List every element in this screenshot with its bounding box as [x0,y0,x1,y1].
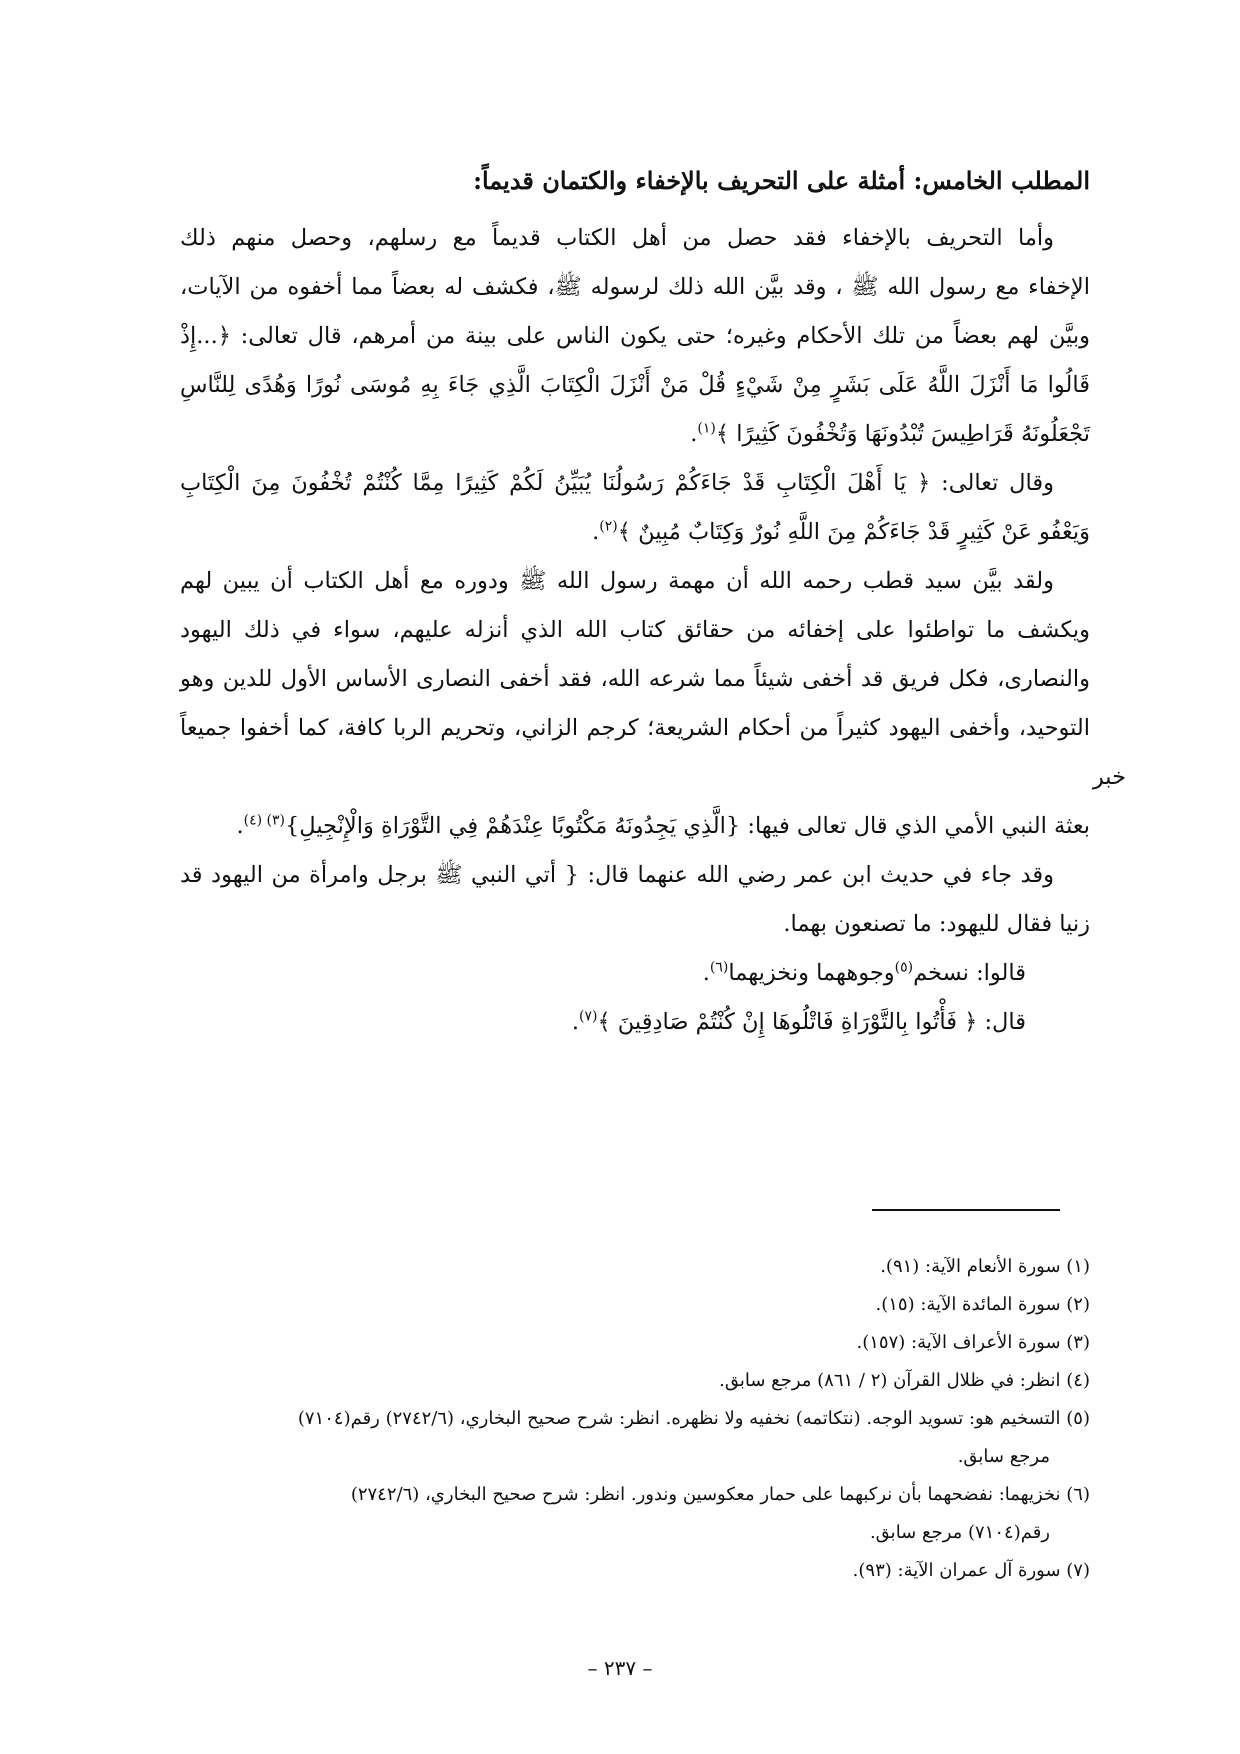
paragraph-1 [180,214,1090,459]
paragraph-2-line-2 [180,508,1126,557]
paragraph-1-line-4: قَالُوا مَا أَنْزَلَ اللَّهُ عَلَى بَشَرٍ مِنْ شَيْءٍ قُلْ مَنْ أَنْزَلَ الْكِتَابَ الَّذِي جَاءَ بِهِ مُوسَى نُورًا وَهُدًى لِلنَّاسِ [180,372,1090,398]
footnote-3: (٣) سورة الأعراف الآية: (١٥٧). [856,1332,1090,1353]
quran-verse: قال: ﴿ فَأْتُوا بِالتَّوْرَاةِ فَاتْلُوهَا إِنْ كُنْتُمْ صَادِقِينَ ﴾ [597,1009,1026,1035]
paragraph-1-line-1: وأما التحريف بالإخفاء فقد حصل من أهل الكتاب قديماً مع رسلهم، وحصل منهم ذلك [180,225,1054,251]
paragraph-2 [180,459,1090,557]
paragraph-3-line-4: التوحيد، وأخفى اليهود كثيراً من أحكام الشريعة؛ كرجم الزاني، وتحريم الربا كافة، كما أخفوا جميعاً خبر [180,715,1126,790]
footnote-7: (٧) سورة آل عمران الآية: (٩٣). [852,1560,1090,1581]
footnote-ref-3-4: (٣) (٤) [243,812,285,829]
paragraph-3-line-2: ويكشف ما تواطئوا على إخفائه من حقائق كتاب الله الذي أنزله عليهم، سواء في ذلك اليهود [180,617,1090,643]
main-text [180,156,1126,1047]
paragraph-3 [180,557,1126,851]
section-heading: المطلب الخامس: أمثلة على التحريف بالإخفاء والكتمان قديماً: [473,166,1090,195]
paragraph-3-line-1: ولقد بيَّن سيد قطب رحمه الله أن مهمة رسول الله ﷺ ودوره مع أهل الكتاب أن يبين لهم [180,568,1054,594]
paragraph-4-line-1: وقد جاء في حديث ابن عمر رضي الله عنهما قال: { أتي النبي ﷺ برجل وامرأة من اليهود قد [180,862,1054,888]
paragraph-3-line-5 [180,802,1126,851]
footnote-separator [872,1209,1060,1211]
footnote-5-line-1: (٥) التسخيم هو: تسويد الوجه. (نتكاتمه) نخفيه ولا نظهره. انظر: شرح صحيح البخاري، (٢٧٤٢/٦) رقم(٧١٠٤) [297,1408,1090,1429]
footnote-ref-2: (٢) [599,518,618,535]
period: . [702,960,710,986]
period: . [690,421,698,447]
footnote-ref-1: (١) [697,420,716,437]
page-number: – ٢٣٧ – [587,1656,653,1680]
paragraph-4 [180,851,1090,949]
paragraph-3-line-3: والنصارى، فكل فريق قد أخفى شيئاً مما شرعه الله، فقد أخفى النصارى الأساس الأول للدين وهو [180,666,1090,692]
footnote-6-line-2: رقم(٧١٠٤) مرجع سابق. [869,1522,1050,1543]
footnote-6-line-1: (٦) نخزيهما: نفضحهما بأن نركبهما على حمار معكوسين وندور. انظر: شرح صحيح البخاري، (٢٧٤٢/٦) [350,1484,1090,1505]
footnote-1: (١) سورة الأنعام الآية: (٩١). [880,1256,1090,1277]
footnote-5 [180,1400,1090,1476]
footnote-4: (٤) انظر: في ظلال القرآن (٢ / ٨٦١) مرجع سابق. [719,1370,1090,1391]
dialogue-text: وجوههما ونخزيهما [728,960,895,986]
paragraph-1-line-5 [180,410,1126,459]
period: . [236,813,244,839]
footnote-ref-6: (٦) [709,959,729,976]
paragraph-1-line-2: الإخفاء مع رسول الله ﷺ ، وقد بيَّن الله ذلك لرسوله ﷺ، فكشف له بعضاً مما أخفوه من الآيات، [180,274,1090,300]
period: . [571,1009,579,1035]
period: . [592,519,600,545]
paragraph-2-line-1: وقال تعالى: ﴿ يَا أَهْلَ الْكِتَابِ قَدْ جَاءَكُمْ رَسُولُنَا يُبَيِّنُ لَكُمْ كَثِيرًا مِمَّا كُنْتُمْ تُخْفُونَ مِنَ الْكِتَابِ [180,470,1054,496]
footnote-ref-5: (٥) [894,959,914,976]
quran-verse-end: وَيَعْفُو عَنْ كَثِيرٍ قَدْ جَاءَكُمْ مِنَ اللَّهِ نُورٌ وَكِتَابٌ مُبِينٌ ﴾ [617,519,1090,545]
paragraph-1-line-3: وبيَّن لهم بعضاً من تلك الأحكام وغيره؛ حتى يكون الناس على بينة من أمرهم، قال تعالى: ﴿...إِذْ [180,323,1090,349]
footnotes [180,1248,1090,1590]
footnote-5-line-2: مرجع سابق. [957,1446,1050,1467]
footnote-6 [180,1476,1090,1552]
paragraph-6 [180,998,1090,1047]
quran-verse-end: تَجْعَلُونَهُ قَرَاطِيسَ تُبْدُونَهَا وَتُخْفُونَ كَثِيرًا ﴾ [715,421,1090,447]
footnote-ref-7: (٧) [579,1008,598,1025]
dialogue-text: قالوا: نسخم [913,960,1026,986]
paragraph-4-line-2: زنيا فقال لليهود: ما تصنعون بهما. [783,911,1090,937]
footnote-2: (٢) سورة المائدة الآية: (١٥). [875,1294,1090,1315]
quran-verse-end: بعثة النبي الأمي الذي قال تعالى فيها: {الَّذِي يَجِدُونَهُ مَكْتُوبًا عِنْدَهُمْ فِي التَّوْرَاةِ وَالْإِنْجِيلِ} [284,813,1090,839]
paragraph-5 [180,949,1090,998]
